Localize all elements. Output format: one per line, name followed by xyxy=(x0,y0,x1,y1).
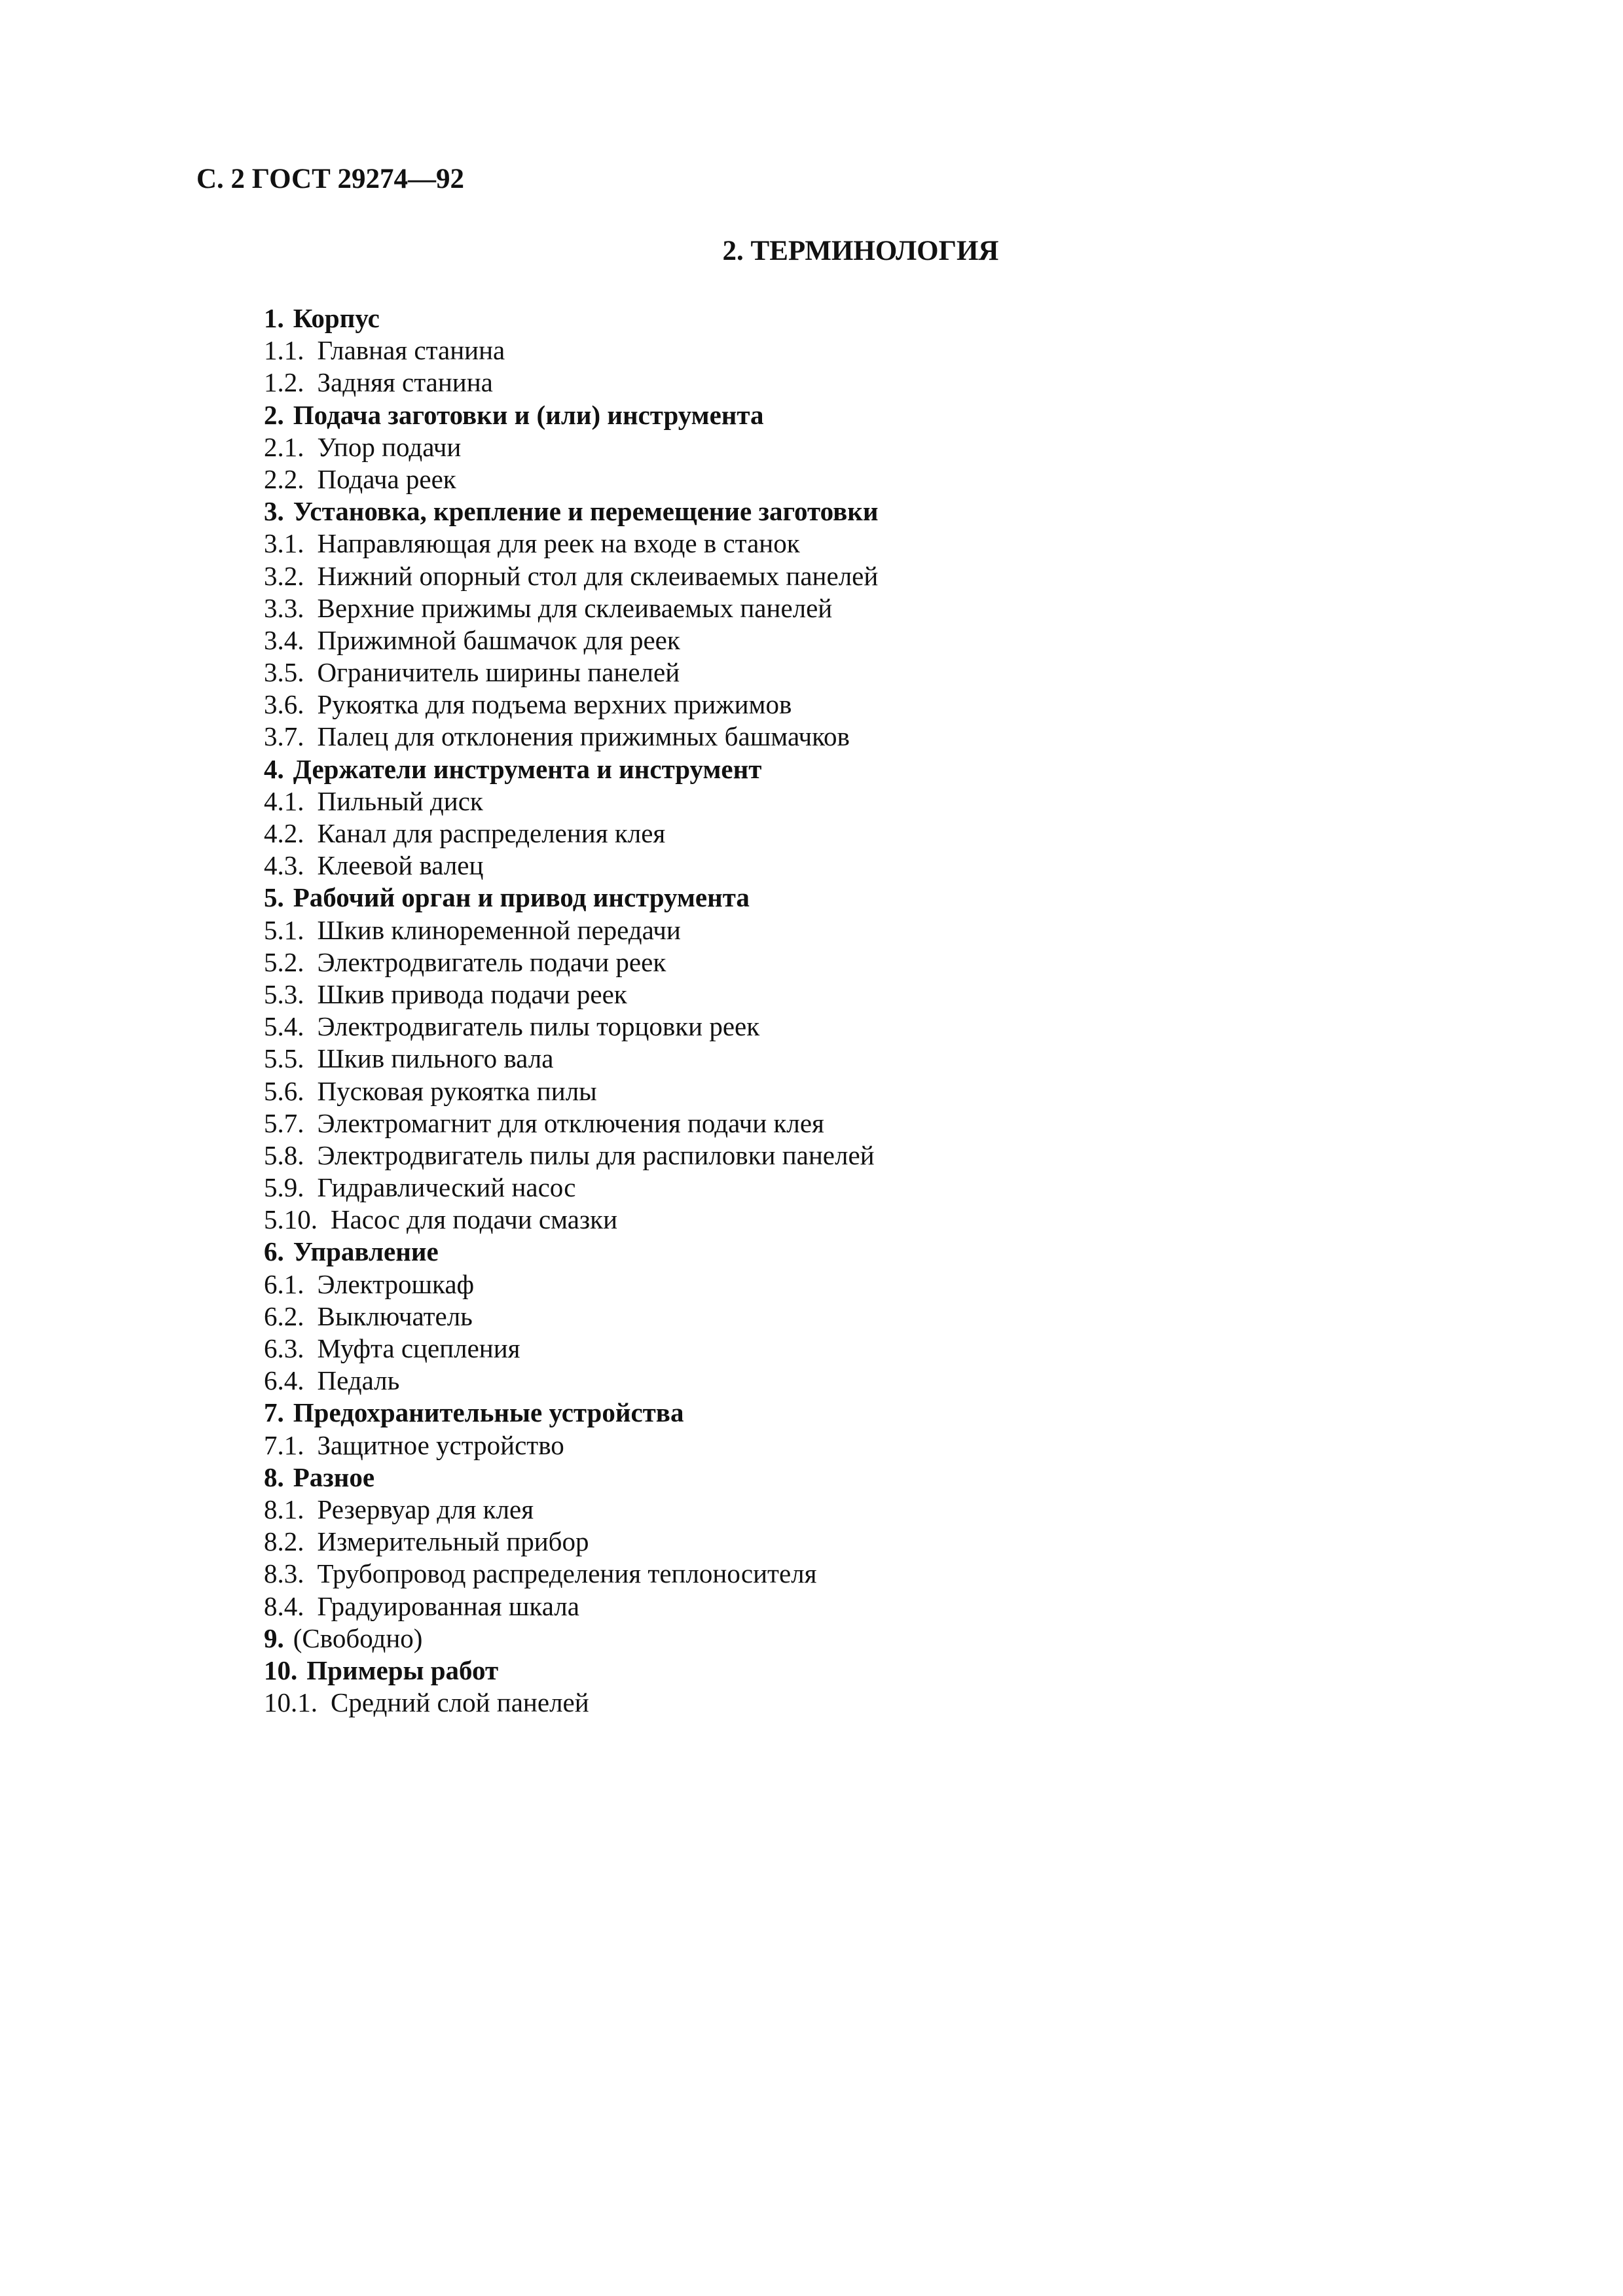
term-group-heading xyxy=(264,1397,1442,1429)
term-text: Средний слой панелей xyxy=(331,1687,589,1718)
term-item xyxy=(264,1429,1442,1462)
term-text: Измерительный прибор xyxy=(317,1526,589,1557)
term-number: 4.2. xyxy=(264,818,304,848)
term-text: Электродвигатель подачи реек xyxy=(317,946,666,977)
term-number: 3.1. xyxy=(264,528,304,559)
term-text: Управление xyxy=(293,1236,439,1267)
term-text: Муфта сцепления xyxy=(317,1333,520,1363)
term-number: 6.1. xyxy=(264,1268,304,1299)
term-text: Канал для распределения клея xyxy=(317,818,666,848)
term-item xyxy=(264,334,1442,367)
term-number: 5.5. xyxy=(264,1043,304,1074)
term-item xyxy=(264,1043,1442,1075)
term-text: Гидравлический насос xyxy=(317,1172,576,1203)
term-text: Шкив пильного вала xyxy=(317,1043,554,1074)
term-item xyxy=(264,1268,1442,1300)
term-text: Подача заготовки и (или) инструмента xyxy=(293,399,764,430)
term-text: Градуированная шкала xyxy=(317,1590,579,1621)
term-number: 10. xyxy=(264,1655,298,1685)
term-number: 6. xyxy=(264,1236,284,1267)
term-text: Выключатель xyxy=(317,1300,473,1331)
term-number: 5.1. xyxy=(264,914,304,945)
term-item xyxy=(264,1558,1442,1590)
term-group-heading xyxy=(264,495,1442,528)
term-item xyxy=(264,1494,1442,1526)
term-text: Электрошкаф xyxy=(317,1268,475,1299)
term-group-heading xyxy=(264,1462,1442,1494)
term-item xyxy=(264,367,1442,399)
term-item xyxy=(264,560,1442,592)
term-number: 5.9. xyxy=(264,1172,304,1203)
term-item xyxy=(264,1365,1442,1397)
term-number: 3.5. xyxy=(264,657,304,688)
term-number: 5.4. xyxy=(264,1011,304,1042)
term-item xyxy=(264,592,1442,624)
term-number: 8.3. xyxy=(264,1558,304,1589)
term-text: Ограничитель ширины панелей xyxy=(317,657,680,688)
page-header: С. 2 ГОСТ 29274—92 xyxy=(196,164,465,194)
term-number: 6.4. xyxy=(264,1365,304,1396)
term-group-heading xyxy=(264,399,1442,431)
term-group-heading xyxy=(264,1623,1442,1655)
terms-list xyxy=(264,302,1442,1719)
term-number: 3.3. xyxy=(264,592,304,623)
term-number: 10.1. xyxy=(264,1687,318,1718)
term-text: Электродвигатель пилы для распиловки панелей xyxy=(317,1139,875,1170)
term-text: Разное xyxy=(293,1462,375,1492)
term-number: 4.3. xyxy=(264,850,304,881)
term-group-heading xyxy=(264,753,1442,785)
term-item xyxy=(264,1526,1442,1558)
term-item xyxy=(264,1107,1442,1139)
term-text: Шкив привода подачи реек xyxy=(317,978,627,1009)
term-number: 5.3. xyxy=(264,978,304,1009)
term-text: Рукоятка для подъема верхних прижимов xyxy=(317,689,792,720)
term-number: 5.2. xyxy=(264,946,304,977)
term-number: 8.1. xyxy=(264,1494,304,1524)
term-number: 6.2. xyxy=(264,1300,304,1331)
term-number: 8. xyxy=(264,1462,284,1492)
term-number: 9. xyxy=(264,1623,284,1653)
term-group-heading xyxy=(264,302,1442,334)
term-text: Насос для подачи смазки xyxy=(331,1204,618,1235)
term-item xyxy=(264,1204,1442,1236)
term-text: Держатели инструмента и инструмент xyxy=(293,753,762,784)
term-item xyxy=(264,1590,1442,1623)
section-title: 2. ТЕРМИНОЛОГИЯ xyxy=(722,236,999,266)
term-item xyxy=(264,1300,1442,1333)
term-number: 2. xyxy=(264,399,284,430)
term-item xyxy=(264,528,1442,560)
term-text: Резервуар для клея xyxy=(317,1494,534,1524)
term-item xyxy=(264,689,1442,721)
term-number: 4.1. xyxy=(264,785,304,816)
term-text: Педаль xyxy=(317,1365,400,1396)
term-text: Электромагнит для отключения подачи клея xyxy=(317,1107,824,1138)
term-number: 1.2. xyxy=(264,367,304,398)
term-number: 6.3. xyxy=(264,1333,304,1363)
term-number: 3. xyxy=(264,496,284,527)
term-item xyxy=(264,1011,1442,1043)
term-group-heading xyxy=(264,1236,1442,1268)
term-number: 7.1. xyxy=(264,1429,304,1460)
term-item xyxy=(264,463,1442,495)
term-text: Предохранительные устройства xyxy=(293,1397,684,1428)
term-item xyxy=(264,978,1442,1011)
term-number: 2.1. xyxy=(264,431,304,462)
term-number: 3.2. xyxy=(264,560,304,591)
term-number: 5.10. xyxy=(264,1204,318,1235)
term-text: Направляющая для реек на входе в станок xyxy=(317,528,800,559)
term-item xyxy=(264,1139,1442,1172)
term-text: Корпус xyxy=(293,303,380,333)
term-number: 3.7. xyxy=(264,721,304,752)
term-text: Упор подачи xyxy=(317,431,462,462)
term-text: Палец для отклонения прижимных башмачков xyxy=(317,721,850,752)
term-item xyxy=(264,850,1442,882)
term-number: 5.7. xyxy=(264,1107,304,1138)
term-text: Электродвигатель пилы торцовки реек xyxy=(317,1011,760,1042)
term-text: Верхние прижимы для склеиваемых панелей xyxy=(317,592,833,623)
term-item xyxy=(264,785,1442,817)
term-number: 1. xyxy=(264,303,284,333)
term-item xyxy=(264,817,1442,850)
term-number: 2.2. xyxy=(264,463,304,494)
term-item xyxy=(264,721,1442,753)
term-item xyxy=(264,1172,1442,1204)
term-item xyxy=(264,1333,1442,1365)
term-text: (Свободно) xyxy=(293,1623,423,1653)
term-item xyxy=(264,656,1442,689)
term-text: Пильный диск xyxy=(317,785,483,816)
term-item xyxy=(264,946,1442,978)
term-text: Прижимной башмачок для реек xyxy=(317,624,680,655)
term-number: 5. xyxy=(264,882,284,913)
term-text: Трубопровод распределения теплоносителя xyxy=(317,1558,817,1589)
term-item xyxy=(264,624,1442,656)
term-number: 3.6. xyxy=(264,689,304,720)
term-group-heading xyxy=(264,882,1442,914)
term-text: Рабочий орган и привод инструмента xyxy=(293,882,750,913)
term-item xyxy=(264,431,1442,463)
term-number: 5.8. xyxy=(264,1139,304,1170)
term-text: Установка, крепление и перемещение заготовки xyxy=(293,496,879,527)
term-number: 5.6. xyxy=(264,1075,304,1106)
term-text: Главная станина xyxy=(317,335,505,366)
term-item xyxy=(264,1075,1442,1107)
term-text: Клеевой валец xyxy=(317,850,484,881)
term-item xyxy=(264,914,1442,946)
term-text: Подача реек xyxy=(317,463,456,494)
term-text: Пусковая рукоятка пилы xyxy=(317,1075,597,1106)
term-number: 3.4. xyxy=(264,624,304,655)
term-number: 1.1. xyxy=(264,335,304,366)
term-group-heading xyxy=(264,1655,1442,1687)
term-text: Примеры работ xyxy=(306,1655,499,1685)
term-item xyxy=(264,1687,1442,1719)
term-text: Задняя станина xyxy=(317,367,493,398)
term-text: Защитное устройство xyxy=(317,1429,564,1460)
term-text: Шкив клиноременной передачи xyxy=(317,914,681,945)
term-number: 8.4. xyxy=(264,1590,304,1621)
term-number: 8.2. xyxy=(264,1526,304,1557)
term-number: 4. xyxy=(264,753,284,784)
term-number: 7. xyxy=(264,1397,284,1428)
term-text: Нижний опорный стол для склеиваемых панелей xyxy=(317,560,879,591)
